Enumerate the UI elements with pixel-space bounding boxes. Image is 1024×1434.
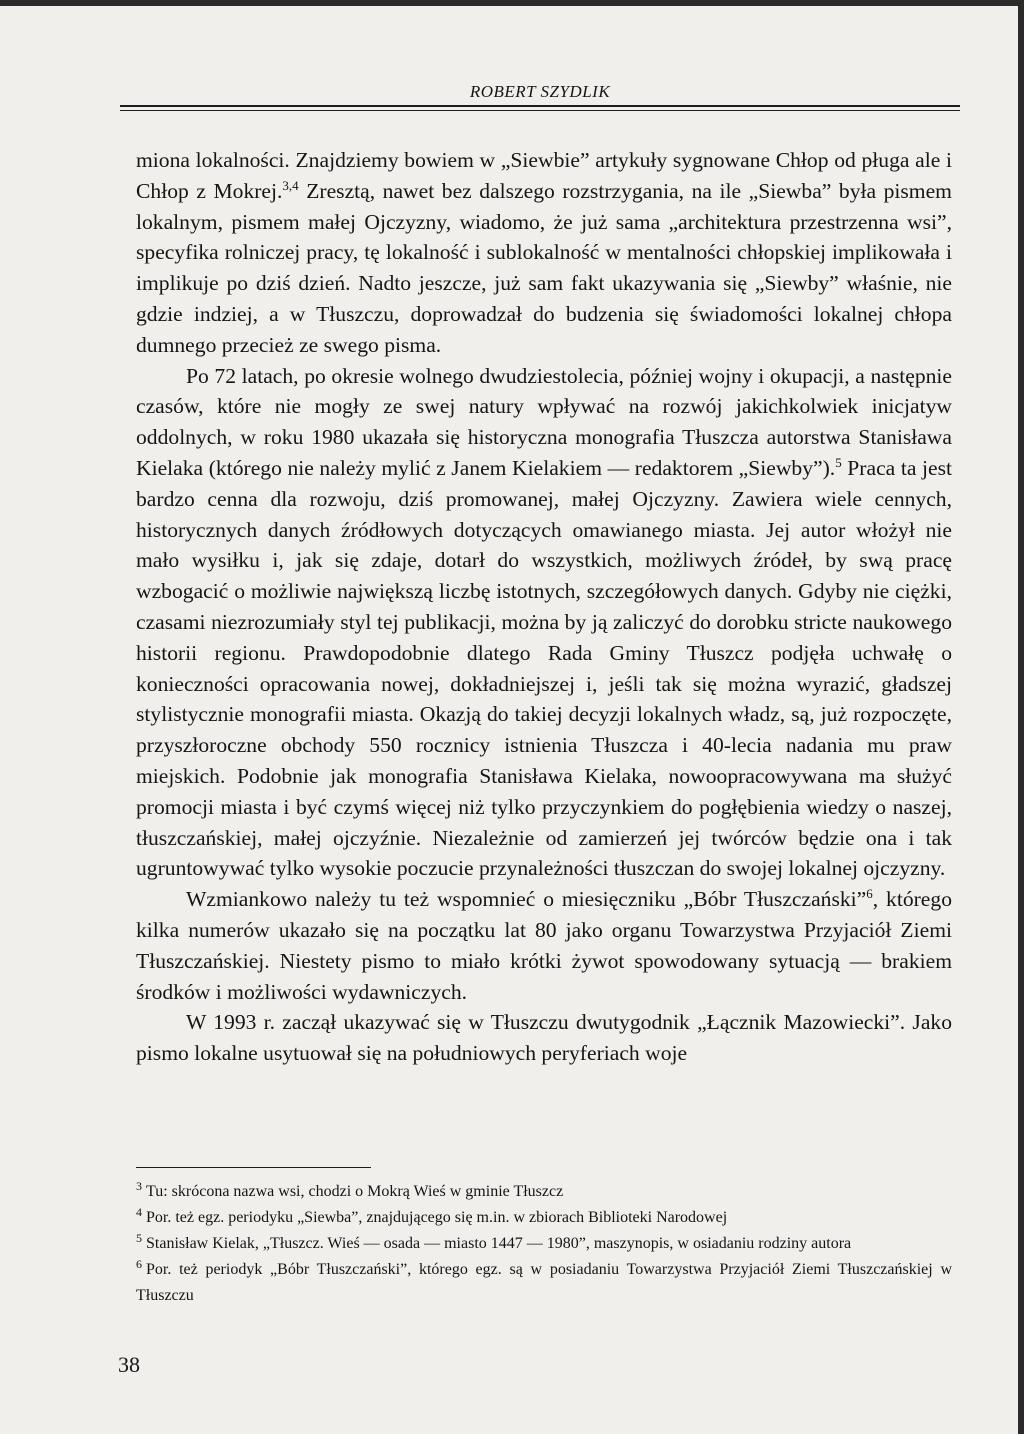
paragraph-text: , którego kilka numerów ukazało się na początku lat 80 jako organu Towarzystwa Przyjaciół Ziemi Tłuszczańskiej. Niestety pismo to miało krótki żywot spowodowany sytuacją — brakiem środków i możliwości wydawniczych. <box>136 887 952 1004</box>
paragraph-text: Praca ta jest bardzo cenna dla rozwoju, dziś promowanej, małej Ojczyzny. Zawiera wiele cennych, historycznych danych źródłowych dotyczących omawianego miasta. Jej autor włożył nie mało wysiłku i, jak się zdaje, dotarł do wszystkich, możliwych źródeł, by swą pracę wzbogacić o możliwie największą liczbę istotnych, szczegółowych danych. Gdyby nie ciężki, czasami niezrozumiały styl tej publikacji, można by ją zaliczyć do dorobku stricte naukowego historii regionu. Prawdopodobnie dlatego Rada Gminy Tłuszcz podjęła uchwałę o konieczności opracowania nowej, dokładniejszej i, jeśli tak się można wyrazić, gładszej stylistycznie monografii miasta. Okazją do takiej decyzji lokalnych władz, są, już rozpoczęte, przyszłoroczne obchody 550 rocznicy istnienia Tłuszcza i 40-lecia nadania mu praw miejskich. Podobnie jak monografia Stanisława Kielaka, nowoopracowywana ma służyć promocji miasta i być czymś więcej niż tylko przyczynkiem do pogłębienia wiedzy o naszej, tłuszczańskiej, małej ojczyźnie. Niezależnie od zamierzeń jej twórców będzie ona i tak ugruntowywać tylko wysokie poczucie przynależności tłuszczan do swojej lokalnej ojczyzny. <box>136 455 952 881</box>
header-rule <box>120 105 960 111</box>
page-number: 38 <box>118 1352 140 1377</box>
footnote-reference: 6 <box>866 885 873 901</box>
paragraph-text: W 1993 r. zaczął ukazywać się w Tłuszczu dwutygodnik „Łącznik Mazowiecki”. Jako pismo lokalne usytuował się na południowych peryferiach woje <box>136 1010 952 1066</box>
paragraph <box>136 1007 952 1069</box>
footnote <box>136 1205 952 1231</box>
footnote-number: 3 <box>136 1178 142 1193</box>
footnotes <box>136 1179 952 1309</box>
footnote <box>136 1257 952 1309</box>
paragraph <box>136 145 952 361</box>
body-text <box>136 145 952 1069</box>
paragraph-text: Wzmiankowo należy tu też wspomnieć o miesięczniku „Bóbr Tłuszczański” <box>186 887 867 912</box>
footnote-text: Stanisław Kielak, „Tłuszcz. Wieś — osada — miasto 1447 — 1980”, maszynopis, w osiadaniu rodziny autora <box>146 1235 852 1252</box>
paragraph-text: Po 72 latach, po okresie wolnego dwudziestolecia, później wojny i okupacji, a następnie czasów, które nie mogły ze swej natury wpływać na rozwój jakichkolwiek inicjatyw oddolnych, w roku 1980 ukazała się historyczna monografia Tłuszcza autorstwa Stanisława Kielaka (którego nie należy mylić z Janem Kielakiem — redaktorem „Siewby”). <box>136 363 952 480</box>
paragraph-text: miona lokalności. Znajdziemy bowiem w „Siewbie” artykuły sygnowane Chłop od pługa ale i Chłop z Mokrej. <box>136 148 952 203</box>
footnote-rule <box>136 1167 371 1168</box>
paragraph-text: Zresztą, nawet bez dalszego rozstrzygania, na ile „Siewba” była pismem lokalnym, pismem małej Ojczyzny, wiadomo, że już sama „architektura przestrzenna wsi”, specyfika rolniczej pracy, tę lokalność i sublokalność w mentalności chłopskiej implikowała i implikuje po dziś dzień. Nadto jeszcze, już sam fakt ukazywania się „Siewby” właśnie, nie gdzie indziej, a w Tłuszczu, doprowadzał do budzenia się świadomości lokalnej chłopa dumnego przecież ze swego pisma. <box>136 178 952 357</box>
footnote-text: Tu: skrócona nazwa wsi, chodzi o Mokrą Wieś w gminie Tłuszcz <box>146 1183 564 1200</box>
running-head: ROBERT SZYDLIK <box>469 82 611 101</box>
paragraph <box>136 884 952 1007</box>
footnote-number: 6 <box>136 1256 142 1271</box>
footnote-number: 4 <box>136 1204 142 1219</box>
paragraph <box>136 361 952 885</box>
footnote-reference: 3,4 <box>282 177 299 193</box>
footnote <box>136 1231 952 1257</box>
footnote-reference: 5 <box>835 454 842 470</box>
footnote <box>136 1179 952 1205</box>
footnote-text: Por. też periodyk „Bóbr Tłuszczański”, którego egz. są w posiadaniu Towarzystwa Przyjaciół Ziemi Tłuszczańskiej w Tłuszczu <box>136 1261 952 1304</box>
footnote-text: Por. też egz. periodyku „Siewba”, znajdującego się m.in. w zbiorach Biblioteki Narodowej <box>146 1209 728 1226</box>
footnote-number: 5 <box>136 1230 142 1245</box>
